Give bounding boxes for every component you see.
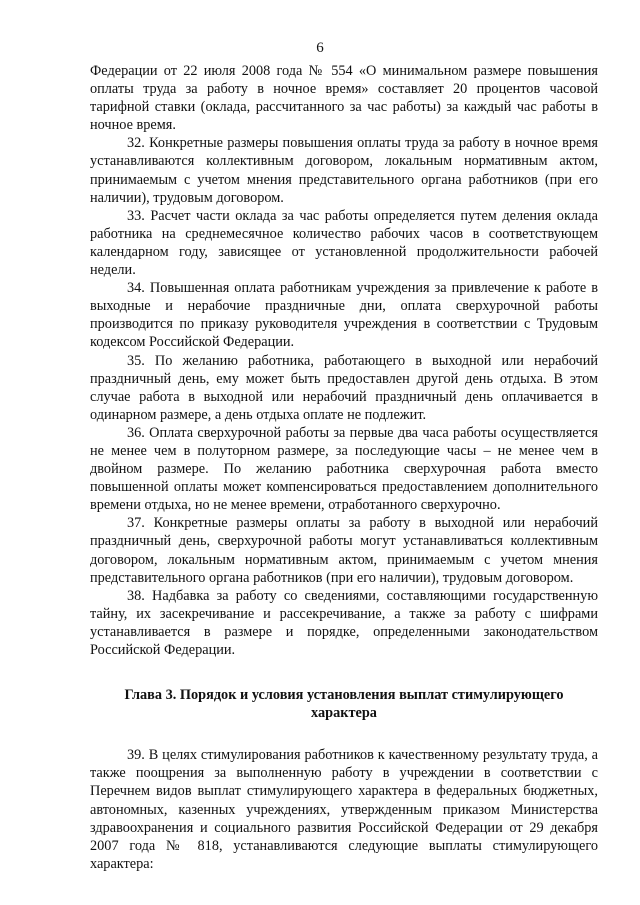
paragraph-36: 36. Оплата сверхурочной работы за первые два часа работы осуществляется не менее чем в полуторном размере, за последующие часы – не менее чем в двойном размере. По желанию работника сверхурочная работа вместо повышенной оплаты может компенсироваться предоставлением дополнительного времени отдыха, но не менее времени, отработанного сверхурочно. (90, 424, 598, 514)
page-number: 6 (316, 40, 324, 56)
paragraph-32: 32. Конкретные размеры повышения оплаты труда за работу в ночное время устанавливаются коллективным договором, локальным нормативным актом, принимаемым с учетом мнения представительного органа работников (при его наличии), трудовым договором. (90, 135, 598, 206)
document-body (90, 62, 598, 873)
paragraph-37: 37. Конкретные размеры оплаты за работу в выходной или нерабочий праздничный день, сверхурочной работы могут устанавливаться коллективным договором, локальным нормативным актом, принимаемым с учетом мнения представительного органа работников (при его наличии), трудовым договором. (90, 515, 598, 586)
paragraph-continuation: Федерации от 22 июля 2008 года № 554 «О минимальном размере повышения оплаты труда за работу в ночное время» составляет 20 процентов часовой тарифной ставки (оклада, рассчитанного за час работы) за каждый час работы в ночное время. (90, 63, 598, 134)
paragraph-33: 33. Расчет части оклада за час работы определяется путем деления оклада работника на среднемесячное количество рабочих часов в соответствующем календарном году, зависящее от установленной продолжительности рабочей недели. (90, 207, 598, 279)
paragraph-34: 34. Повышенная оплата работникам учреждения за привлечение к работе в выходные и нерабочие праздничные дни, оплата сверхурочной работы производится по приказу руководителя учреждения в соответствии с Трудовым кодексом Российской Федерации. (90, 280, 598, 351)
paragraph-38: 38. Надбавка за работу со сведениями, составляющими государственную тайну, их засекречивание и рассекречивание, а также за работу с шифрами устанавливается в размере и порядке, определенными законодательством Российской Федерации. (90, 587, 598, 658)
paragraph-39: 39. В целях стимулирования работников к качественному результату труда, а также поощрения за выполненную работу в учреждении в соответствии с Перечнем видов выплат стимулирующего характера в федеральных бюджетных, автономных, казенных учреждениях, утвержденным приказом Министерства здравоохранения и социального развития Российской Федерации от 29 декабря 2007 года № 818, устанавливаются следующие выплаты стимулирующего характера: (90, 747, 598, 872)
chapter-heading: Глава 3. Порядок и условия установления выплат стимулирующего характера (124, 687, 564, 722)
paragraph-35: 35. По желанию работника, работающего в выходной или нерабочий праздничный день, ему может быть предоставлен другой день отдыха. В этом случае работа в выходной или нерабочий праздничный день оплачивается в одинарном размере, а день отдыха оплате не подлежит. (90, 352, 598, 423)
